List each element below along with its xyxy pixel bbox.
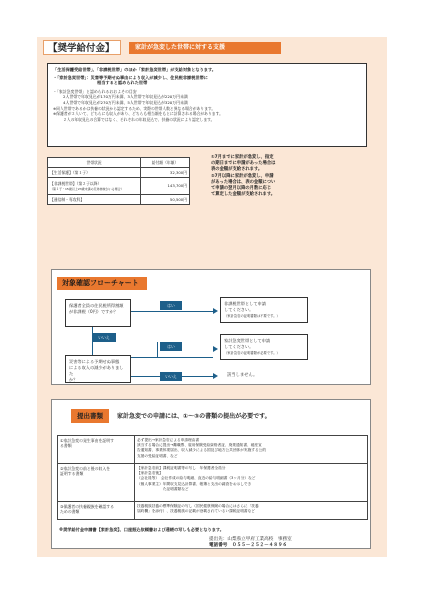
contact-line: 提出先：山梨県立甲府工業高校 事務室 [209,537,292,542]
question-box-2 [65,355,131,383]
intro-box [47,63,367,147]
note-line-1: 2人世帯で年収見込が170万円未満、3人世帯で年収見込が220万円未満 [63,94,188,100]
arrow-head-icon [213,308,218,314]
arrow-head-icon [213,373,218,379]
doc-label: 証明する書類 [60,470,84,476]
timing-note-line: て申請の翌月以降の月数に応じ [211,186,272,192]
note-line-3: ※同人世帯であるかは扶養の状況から認定するため、実際の世帯人数と異なる場合があります。 [53,105,216,111]
arrow-line [131,357,213,358]
question-2-line: 災害等による予期せぬ事態 [69,359,120,364]
doc-label: ための書類 [60,508,80,514]
intro-line-1: 「生活保護受給世帯」、「非課税世帯」のほか「家計急変世帯」が支給対象となります。 [53,67,216,72]
note-line-2: 4人世帯で年収見込が270万円未満、5人世帯で年収見込が320万円未満 [63,99,188,105]
documents-table [57,435,368,520]
table-cell [58,502,135,520]
timing-note-line: があった場合は、表の金額につい [211,179,276,185]
table-cell: 32,300円 [141,168,190,178]
no-label-1: いいえ [92,333,116,342]
question-1-line: 保護者全員の住民税所得割額 [69,303,124,308]
no-label-2: いいえ [160,372,182,381]
result-2-note: （家計急変の証明書類が必要です。） [224,351,280,355]
timing-note-line: ①7月までに家計が急変し、指定 [211,155,274,160]
table-header-cell: 給付額（年額） [141,158,190,168]
footnote: ※奨学給付金申請書【家計急変】、口座振込依頼書および通帳の写しも必要となります。 [59,527,224,532]
doc-label: ②家計急変の前と後の収入を [60,465,111,471]
doc-label: ③保護者の扶養親族を確認する [60,503,115,509]
doc-label: ①家計急変の発生事由を証明す [60,437,115,443]
result-box-2 [220,334,308,360]
table-row [48,168,190,178]
yes-label-2: はい [160,342,182,351]
table-row [58,502,368,520]
table-cell: 【家計急変前】課税証明書等の写し 年保護者全員分 【家計急変後】 （会社員等） 会社作成の給与明細、直近の給与明細書（3ヶ月分）など （個人事業主）年間収支見込計算書、帳簿と支出の調査をお示しでき た証明書類など [135,464,368,502]
timing-notes [211,155,367,198]
section-banner: 家計が急変した世帯に対する支援 [129,42,281,54]
timing-note-line: 表の金額が支給されます。 [211,167,263,173]
arrow-line [157,342,158,357]
note-line-5: ２人の年収見込の合算ではなく、それぞれの年収見込で、扶養の状況により認定します。 [63,116,215,122]
question-1-line: が非課税（0円）ですか？ [69,309,118,314]
timing-note-line: ②7月以降に家計が急変し、申請 [211,173,274,179]
result-1-line: してください。 [224,307,254,312]
table-cell: 扶養親族扶養の標準保険証の写し（国民健康保険の場合にはさらに「扶養 届約欄」を添付）、扶養親族の記載が登載されているい課税証明書など [135,502,368,520]
timing-note-line: の期日までに申請があった場合は [211,161,276,167]
question-box-1 [65,299,131,327]
page-background [37,37,387,557]
table-cell: 50,500円 [141,195,190,205]
amount-table [47,157,190,205]
note-title: ・「家計急変世帯」と認められるおおよその目安 [53,88,137,94]
result-box-1 [220,297,308,323]
result-1-note: （家計急変の証明書類は不要です。） [224,314,280,318]
timing-note-line: て算定した金額が支給されます。 [211,192,276,198]
page-title: 【奨学給付金】 [43,40,121,55]
table-cell: 【通信制・専攻科】 [48,195,141,205]
doc-label: る書類 [60,442,72,448]
table-cell: 143,700円 [141,178,190,195]
table-cell [58,436,135,464]
question-2-line: による収入の減少がありました [69,365,124,376]
contact-phone: 電話番号 ０５５－２５２－４８９６ [209,543,288,548]
question-2-line: か？ [69,377,78,382]
table-row [48,178,190,195]
result-2-line: してください。 [224,344,254,349]
table-cell-line: （第１子・15歳以上23歳未満の兄弟姉妹がいる場合） [50,187,124,191]
table-header-row [48,158,190,168]
table-cell: 【生活保護】（第１子） [48,168,141,178]
yes-label-1: はい [160,301,182,310]
intro-line-2: ・「家計急変世帯」：災害等予期せぬ事由により収入が減少し、住民税非課税世帯に [53,74,208,80]
contact-info [209,537,359,549]
table-cell: 必ず提出→家計急変による申請理由書 該当する場合に提出→離職票、雇用保険受給資格者証、廃業通知書、破産宣 告通知書、事業休業届出、収入減少による国及び地方公共団体が実施する公的 支援の受給証明書、など [135,436,368,464]
table-header-cell: 世帯状況 [48,158,141,168]
flowchart-title: 対象確認フローチャート [57,277,147,290]
not-applicable-text: 該当しません。 [227,373,258,378]
result-2-line: 家計急変世帯として申請 [224,338,271,343]
table-row [58,464,368,502]
result-1-line: 非課税世帯として申請 [224,301,266,306]
note-line-4: ※保護者が２人いて、どちらにも収入があり、どちらも相当額をもとに計算される場合があります。 [53,111,223,117]
table-row [48,195,190,205]
arrow-line [131,311,213,312]
intro-line-3: 相当すると認められた世帯 [97,80,148,86]
submit-band: 提出書類 [71,409,109,423]
table-cell-line: 【非課税世帯】（第２子以降） [50,181,102,186]
submit-heading: 家計急変での申請には、①～③の書類の提出が必要です。 [117,413,271,420]
arrow-head-icon [213,346,218,352]
table-cell [58,464,135,502]
table-row [58,436,368,464]
table-cell [48,178,141,195]
